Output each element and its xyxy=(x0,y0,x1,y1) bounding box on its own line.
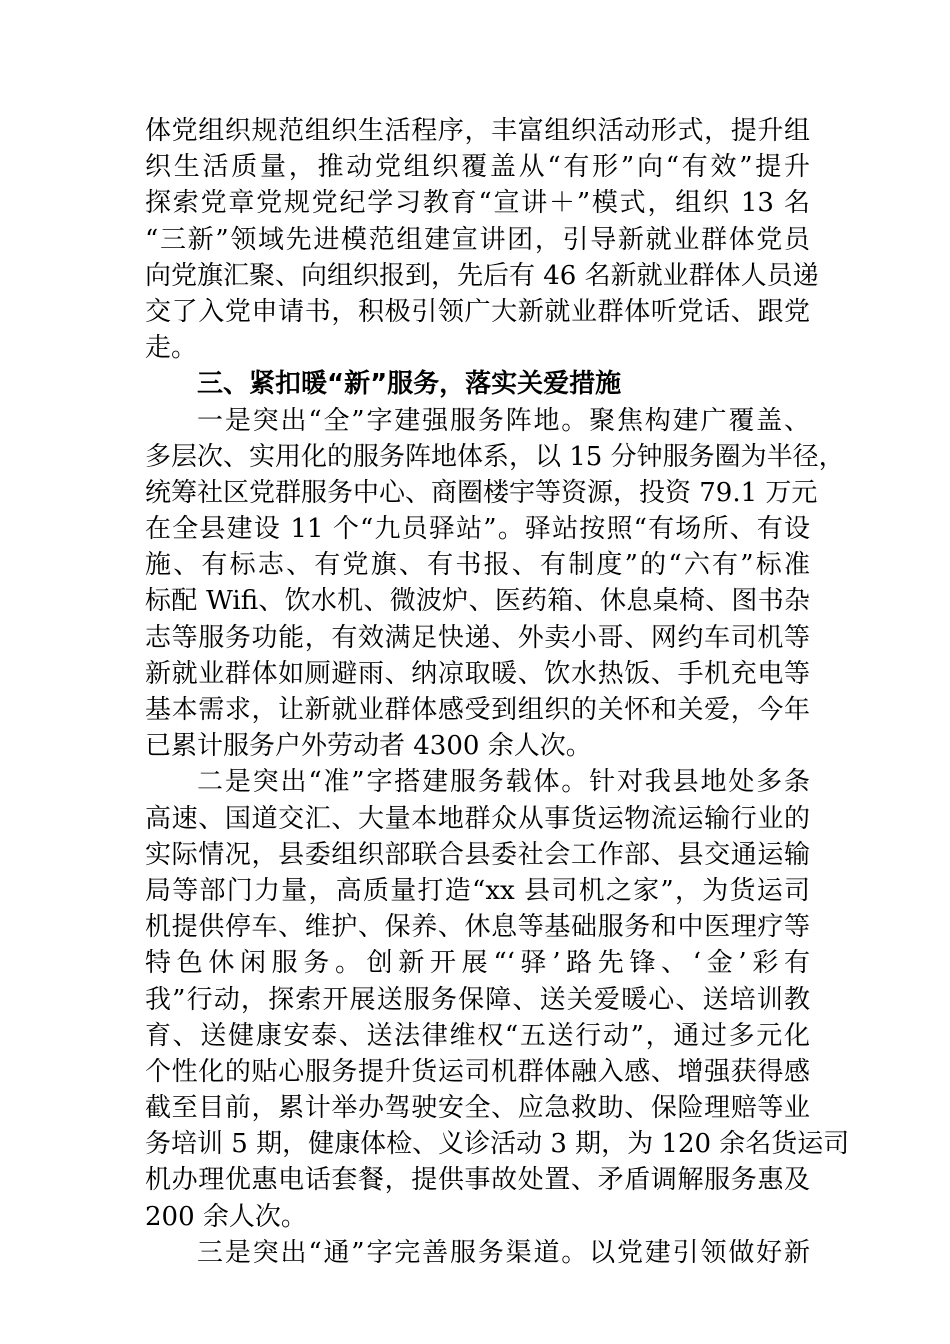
text-line: 在全县建设 11 个“九员驿站”。驿站按照“有场所、有设 xyxy=(145,514,810,545)
document-body xyxy=(145,113,850,1271)
text-line: 交了入党申请书，积极引领广大新就业群体听党话、跟党 xyxy=(145,296,810,327)
text-line: 已累计服务户外劳动者 4300 余人次。 xyxy=(145,731,592,762)
text-line: 个性化的贴心服务提升货运司机群体融入感、增强获得感 xyxy=(145,1056,810,1087)
paragraph-service-carriers xyxy=(145,764,850,1234)
text-line: 新就业群体如厕避雨、纳凉取暖、饮水热饭、手机充电等 xyxy=(145,658,810,689)
text-line: 高速、国道交汇、大量本地群众从事货运物流运输行业的 xyxy=(145,803,810,834)
text-line: 务培训 5 期，健康体检、义诊活动 3 期，为 120 余名货运司 xyxy=(145,1129,850,1160)
text-line: 标配 Wifi、饮水机、微波炉、医药箱、休息桌椅、图书杂 xyxy=(145,586,810,617)
text-line: 局等部门力量，高质量打造“xx 县司机之家”，为货运司 xyxy=(145,875,810,906)
text-line: 基本需求，让新就业群体感受到组织的关怀和关爱，今年 xyxy=(145,695,810,725)
text-line: 织生活质量，推动党组织覆盖从“有形”向“有效”提升 xyxy=(145,152,810,183)
text-line: 走。 xyxy=(145,333,198,364)
text-line: 特色休闲服务。创新开展“‘驿’路先锋、‘金’彩有 xyxy=(145,948,810,979)
paragraph-service-positions xyxy=(145,403,845,765)
text-line: 200 余人次。 xyxy=(145,1201,307,1232)
text-line: 一是突出“全”字建强服务阵地。聚焦构建广覆盖、 xyxy=(197,405,810,436)
text-line: 多层次、实用化的服务阵地体系，以 15 分钟服务圈为半径， xyxy=(145,441,845,472)
section-heading: 三、紧扣暖“新”服务，落实关爱措施 xyxy=(197,369,622,400)
paragraph-organization-life xyxy=(145,113,819,366)
text-line: 施、有标志、有党旗、有书报、有制度”的“六有”标准 xyxy=(145,550,810,581)
text-line: 统筹社区党群服务中心、商圈楼宇等资源，投资 79.1 万元 xyxy=(145,477,818,508)
text-line: 探索党章党规党纪学习教育“宣讲＋”模式，组织 13 名 xyxy=(145,188,810,219)
text-line: 二是突出“准”字搭建服务载体。针对我县地处多条 xyxy=(197,767,810,798)
text-line: 机提供停车、维护、保养、休息等基础服务和中医理疗等 xyxy=(145,912,810,943)
text-line: 志等服务功能，有效满足快递、外卖小哥、网约车司机等 xyxy=(145,622,810,653)
text-line: 体党组织规范组织生活程序，丰富组织活动形式，提升组 xyxy=(145,116,810,146)
text-line: 向党旗汇聚、向组织报到，先后有 46 名新就业群体人员递 xyxy=(145,260,819,291)
text-line: “三新”领域先进模范组建宣讲团，引导新就业群体党员 xyxy=(145,224,810,255)
text-line: 我”行动，探索开展送服务保障、送关爱暖心、送培训教 xyxy=(145,984,810,1015)
text-line: 机办理优惠电话套餐，提供事故处置、矛盾调解服务惠及 xyxy=(145,1165,810,1196)
paragraph-service-channels xyxy=(145,1235,810,1271)
text-line: 三是突出“通”字完善服务渠道。以党建引领做好新 xyxy=(197,1237,810,1268)
text-line: 育、送健康安泰、送法律维权“五送行动”，通过多元化 xyxy=(145,1020,810,1051)
text-line: 实际情况，县委组织部联合县委社会工作部、县交通运输 xyxy=(145,839,810,870)
text-line: 截至目前，累计举办驾驶安全、应急救助、保险理赔等业 xyxy=(145,1093,810,1124)
